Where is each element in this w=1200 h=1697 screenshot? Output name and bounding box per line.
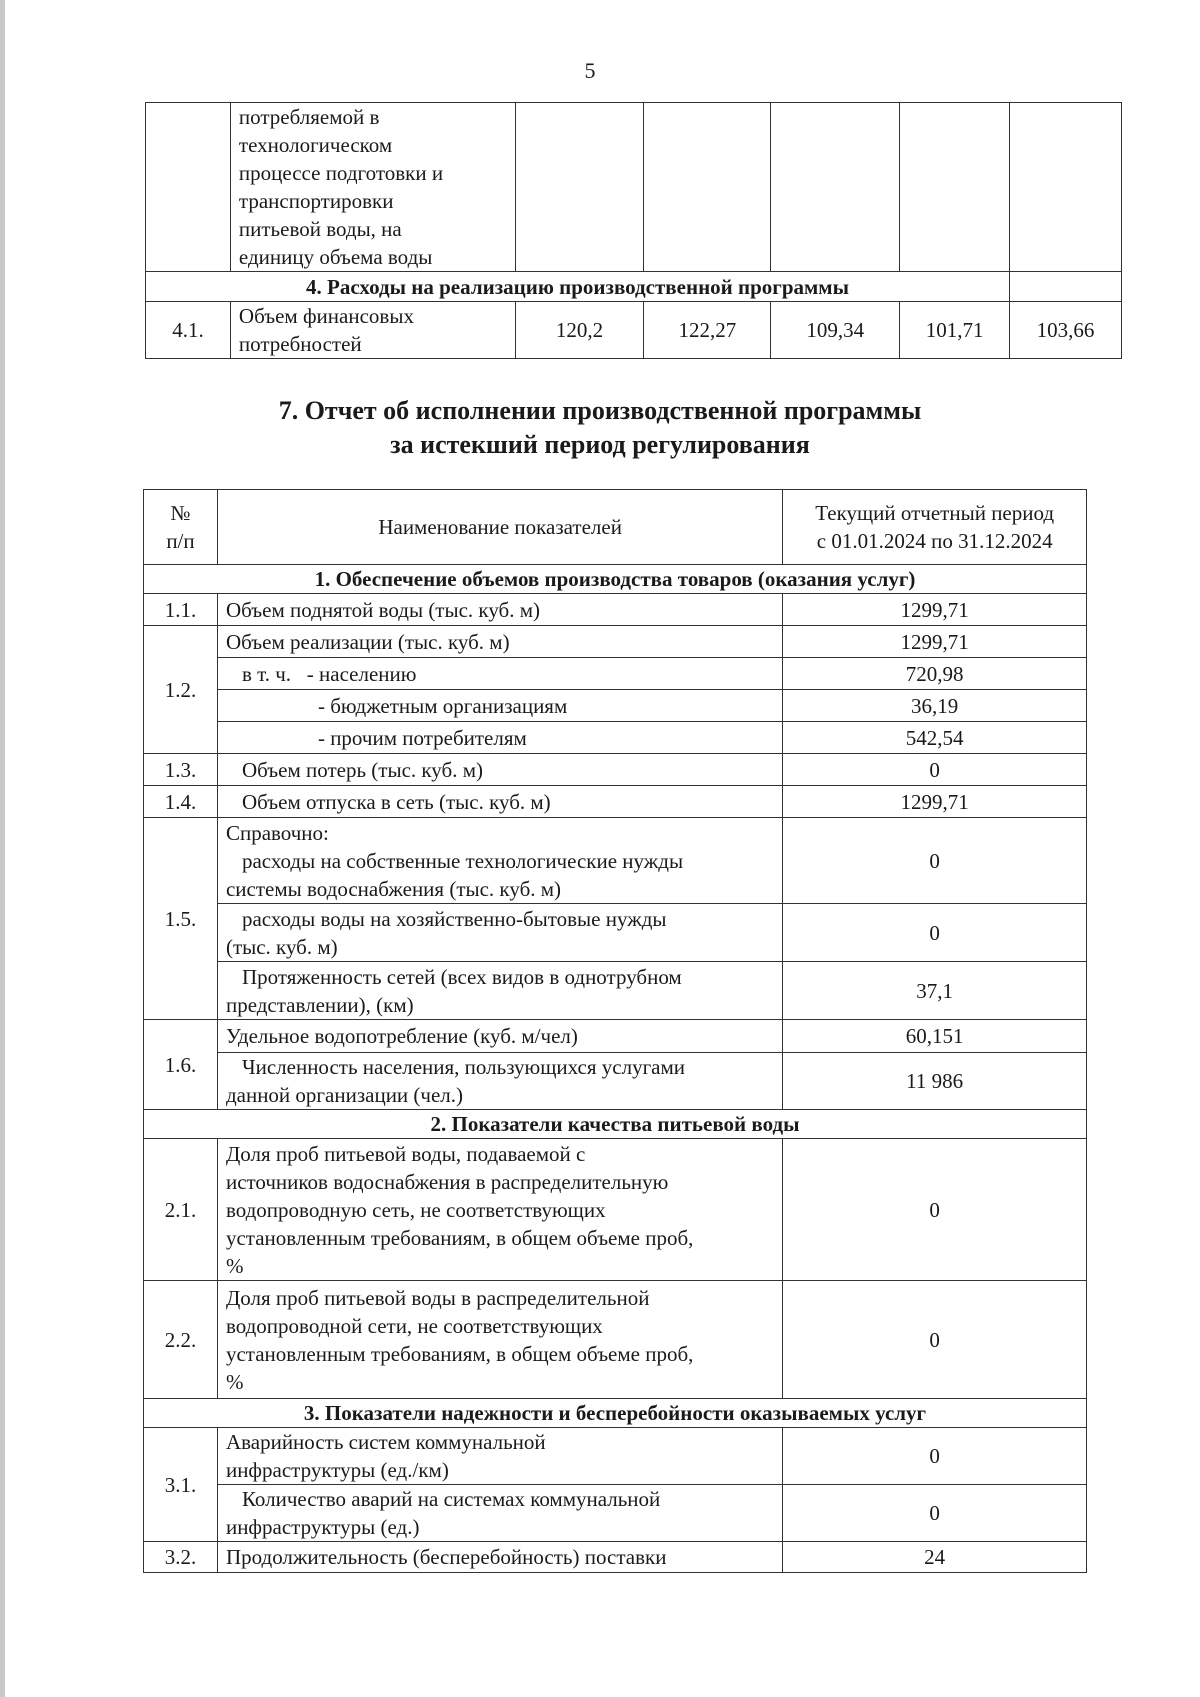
section-4-header: 4. Расходы на реализацию производственной программы xyxy=(146,272,1010,302)
section-header-row xyxy=(144,565,1087,594)
program-execution-report-table xyxy=(143,489,1087,1573)
table-header-row xyxy=(144,490,1087,565)
table-row xyxy=(144,1139,1087,1281)
row-number: 1.6. xyxy=(144,1020,218,1110)
scan-edge xyxy=(0,0,5,1697)
indicator-name: Удельное водопотребление (куб. м/чел) xyxy=(217,1020,782,1053)
value-cell: 0 xyxy=(783,904,1087,962)
table-row xyxy=(144,818,1087,904)
value-cell: 60,151 xyxy=(783,1020,1087,1053)
section-heading-line2: за истекший период регулирования xyxy=(390,430,810,459)
table-row xyxy=(144,658,1087,690)
value-cell: 11 986 xyxy=(783,1053,1087,1110)
table-row xyxy=(146,103,1122,272)
row-number: 2.2. xyxy=(144,1281,218,1399)
table-row xyxy=(144,1542,1087,1573)
indicator-name: Объем финансовых потребностей xyxy=(230,302,515,359)
indicator-name: Объем поднятой воды (тыс. куб. м) xyxy=(217,594,782,626)
indicator-name: Объем отпуска в сеть (тыс. куб. м) xyxy=(217,786,782,818)
continued-indicator-name: потребляемой в технологическом процессе подготовки и транспортировки питьевой воды, на единицу объема воды xyxy=(230,103,515,272)
section-header-row xyxy=(144,1110,1087,1139)
section-heading-line1: 7. Отчет об исполнении производственной программы xyxy=(278,396,922,425)
page-number: 5 xyxy=(584,58,596,83)
table-row xyxy=(144,1020,1087,1053)
indicator-name: в т. ч. - населению xyxy=(217,658,782,690)
value-cell: 0 xyxy=(783,1281,1087,1399)
value-cell: 0 xyxy=(783,1139,1087,1281)
table-row xyxy=(144,1485,1087,1542)
value-cell: 103,66 xyxy=(1010,302,1122,359)
value-cell: 542,54 xyxy=(783,722,1087,754)
value-cell: 1299,71 xyxy=(783,626,1087,658)
value-cell: 101,71 xyxy=(900,302,1010,359)
row-number: 3.1. xyxy=(144,1428,218,1542)
value-cell: 109,34 xyxy=(771,302,900,359)
value-cell: 720,98 xyxy=(783,658,1087,690)
section-2-header: 2. Показатели качества питьевой воды xyxy=(144,1110,1087,1139)
value-cell: 120,2 xyxy=(515,302,644,359)
value-cell: 24 xyxy=(783,1542,1087,1573)
row-number: 1.4. xyxy=(144,786,218,818)
row-number: 4.1. xyxy=(146,302,231,359)
indicator-name: Объем реализации (тыс. куб. м) xyxy=(217,626,782,658)
table-row xyxy=(144,786,1087,818)
table-row xyxy=(146,302,1122,359)
indicator-name: Доля проб питьевой воды в распределительной водопроводной сети, не соответствующих установленным требованиям, в общем объеме проб, % xyxy=(217,1281,782,1399)
column-header-name: Наименование показателей xyxy=(217,490,782,565)
indicator-name: - прочим потребителям xyxy=(217,722,782,754)
section-1-header: 1. Обеспечение объемов производства товаров (оказания услуг) xyxy=(144,565,1087,594)
table-row xyxy=(144,1053,1087,1110)
production-program-table-continued xyxy=(145,102,1122,359)
indicator-name: Аварийность систем коммунальной инфраструктуры (ед./км) xyxy=(217,1428,782,1485)
table-row xyxy=(144,904,1087,962)
column-header-number: № п/п xyxy=(144,490,218,565)
row-number: 2.1. xyxy=(144,1139,218,1281)
indicator-name: расходы воды на хозяйственно-бытовые нужды (тыс. куб. м) xyxy=(217,904,782,962)
section-3-header: 3. Показатели надежности и бесперебойности оказываемых услуг xyxy=(144,1399,1087,1428)
table-row xyxy=(144,754,1087,786)
value-cell: 0 xyxy=(783,818,1087,904)
row-number: 1.3. xyxy=(144,754,218,786)
value-cell: 1299,71 xyxy=(783,786,1087,818)
table-row xyxy=(144,722,1087,754)
table-row xyxy=(144,690,1087,722)
value-cell: 122,27 xyxy=(644,302,771,359)
value-cell: 1299,71 xyxy=(783,594,1087,626)
table-row xyxy=(144,594,1087,626)
row-number: 1.5. xyxy=(144,818,218,1020)
table-row xyxy=(144,962,1087,1020)
section-header-row xyxy=(146,272,1122,302)
table-row xyxy=(144,1281,1087,1399)
table-row xyxy=(144,626,1087,658)
row-number: 1.2. xyxy=(144,626,218,754)
indicator-name: - бюджетным организациям xyxy=(217,690,782,722)
row-number: 1.1. xyxy=(144,594,218,626)
value-cell: 37,1 xyxy=(783,962,1087,1020)
value-cell: 0 xyxy=(783,1428,1087,1485)
value-cell: 36,19 xyxy=(783,690,1087,722)
indicator-name: Доля проб питьевой воды, подаваемой с источников водоснабжения в распределительную водопроводную сеть, не соответствующих установленным требованиям, в общем объеме проб, % xyxy=(217,1139,782,1281)
indicator-name: Продолжительность (бесперебойность) поставки xyxy=(217,1542,782,1573)
table-row xyxy=(144,1428,1087,1485)
column-header-period: Текущий отчетный период с 01.01.2024 по 31.12.2024 xyxy=(783,490,1087,565)
indicator-name: Протяженность сетей (всех видов в однотрубном представлении), (км) xyxy=(217,962,782,1020)
indicator-name: Численность населения, пользующихся услугами данной организации (чел.) xyxy=(217,1053,782,1110)
indicator-name: Справочно: расходы на собственные технологические нужды системы водоснабжения (тыс. куб. м) xyxy=(217,818,782,904)
indicator-name: Количество аварий на системах коммунальной инфраструктуры (ед.) xyxy=(217,1485,782,1542)
value-cell: 0 xyxy=(783,1485,1087,1542)
indicator-name: Объем потерь (тыс. куб. м) xyxy=(217,754,782,786)
value-cell: 0 xyxy=(783,754,1087,786)
row-number: 3.2. xyxy=(144,1542,218,1573)
section-header-row xyxy=(144,1399,1087,1428)
